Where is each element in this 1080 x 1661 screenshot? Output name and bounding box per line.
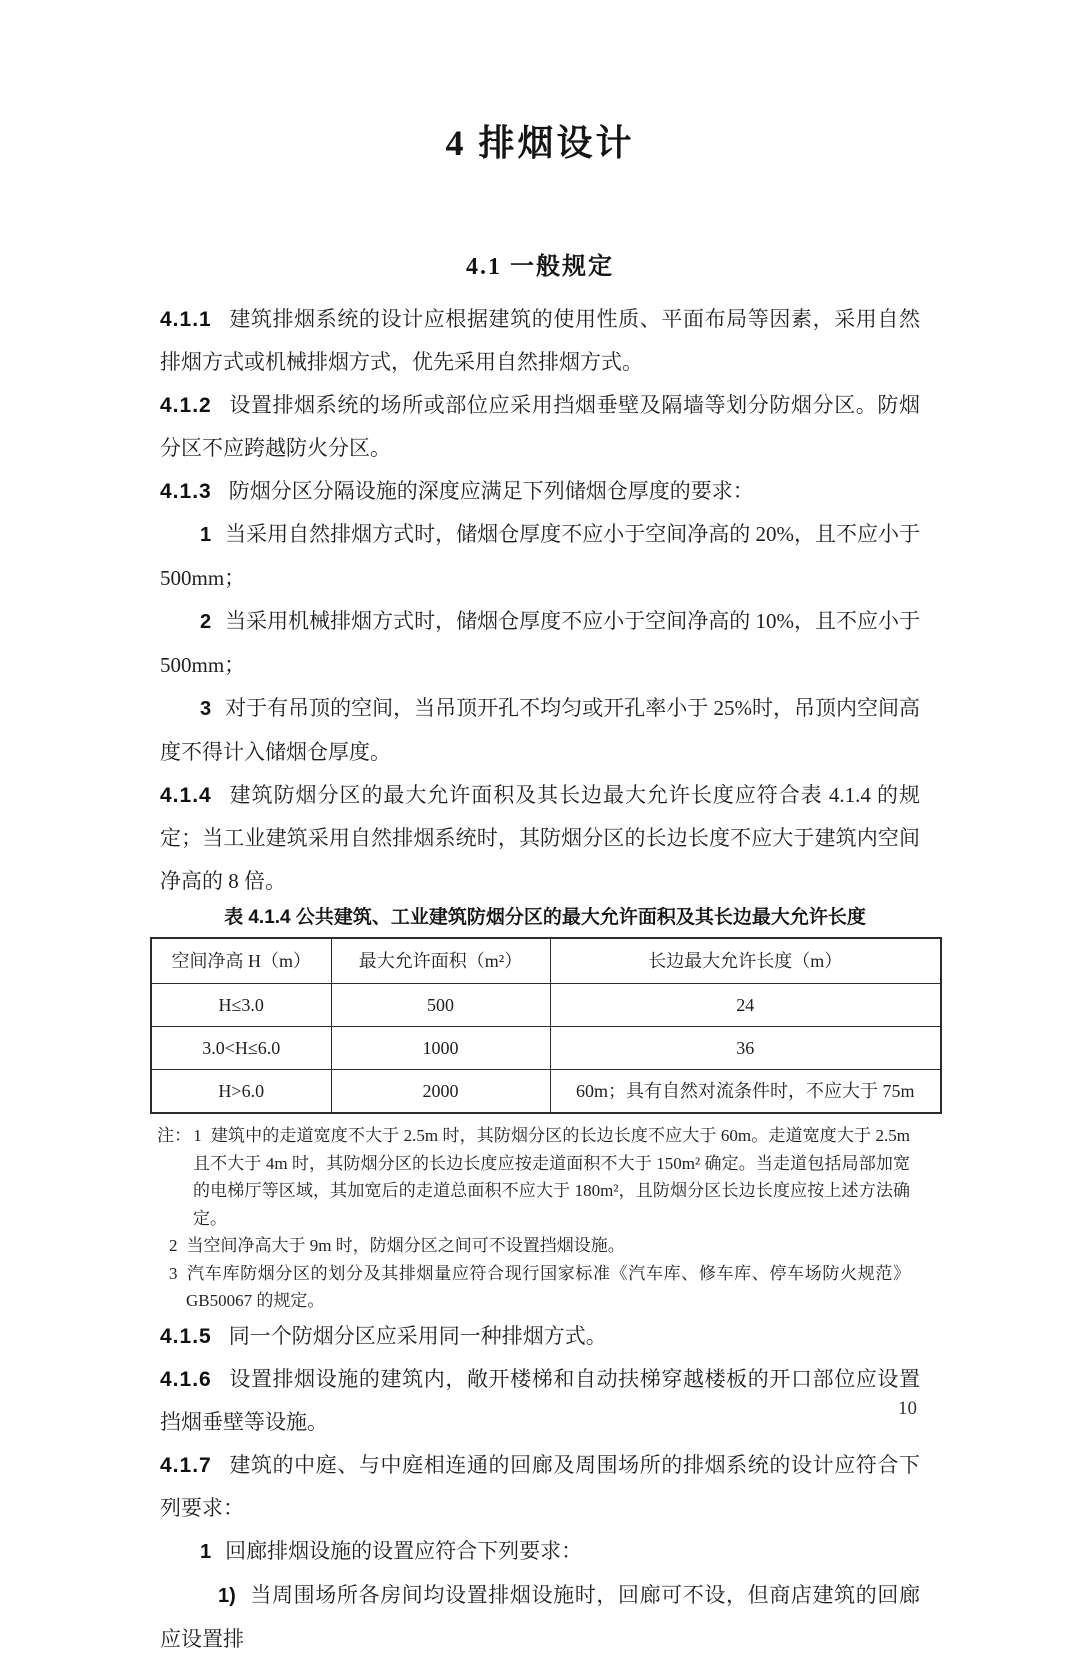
table-note-1: [157, 1122, 910, 1232]
item-text: 回廊排烟设施的设置应符合下列要求：: [225, 1538, 583, 1563]
table-cell: 2000: [331, 1070, 550, 1114]
table-cell: 24: [550, 984, 941, 1027]
clause-number: 4.1.1: [160, 308, 212, 331]
clause-4-1-3-item-2: [160, 600, 920, 687]
clause-4-1-5: [160, 1315, 920, 1358]
subitem-number: 1): [218, 1584, 236, 1607]
note-text: 当空间净高大于 9m 时，防烟分区之间可不设置挡烟设施。: [186, 1236, 625, 1255]
table-header-row: [151, 938, 941, 984]
clause-text: 同一个防烟分区应采用同一种排烟方式。: [228, 1323, 607, 1348]
table-row: [151, 984, 941, 1027]
item-text: 当采用机械排烟方式时，储烟仓厚度不应小于空间净高的 10%，且不应小于 500mm；: [160, 609, 920, 677]
clause-text: 建筑防烟分区的最大允许面积及其长边最大允许长度应符合表 4.1.4 的规定；当工业建筑采用自然排烟系统时，其防烟分区的长边长度不应大于建筑内空间净高的 8 倍。: [160, 783, 920, 893]
clause-text: 建筑排烟系统的设计应根据建筑的使用性质、平面布局等因素，采用自然排烟方式或机械排烟方式，优先采用自然排烟方式。: [160, 307, 920, 374]
item-number: 1: [200, 1540, 212, 1563]
table-row: [151, 1027, 941, 1070]
clause-text: 设置排烟系统的场所或部位应采用挡烟垂壁及隔墙等划分防烟分区。防烟分区不应跨越防火分区。: [160, 393, 920, 460]
table-header-max-length: 长边最大允许长度（m）: [550, 938, 941, 984]
clause-4-1-3-item-3: [160, 687, 920, 774]
item-text: 对于有吊顶的空间，当吊顶开孔不均匀或开孔率小于 25%时，吊顶内空间高度不得计入储烟仓厚度。: [160, 696, 920, 764]
table-header-max-area: 最大允许面积（m²）: [331, 938, 550, 984]
table-cell: 500: [331, 984, 550, 1027]
table-cell: 1000: [331, 1027, 550, 1070]
clause-4-1-3: [160, 470, 920, 513]
clause-4-1-4: [160, 774, 920, 903]
note-label: 注：: [157, 1126, 192, 1145]
table-4-1-4: [150, 937, 942, 1114]
subitem-text: 当周围场所各房间均设置排烟设施时，回廊可不设，但商店建筑的回廊应设置排: [160, 1582, 920, 1651]
clause-text: 建筑的中庭、与中庭相连通的回廊及周围场所的排烟系统的设计应符合下列要求：: [160, 1452, 920, 1520]
section-title: 4.1 一般规定: [466, 254, 614, 280]
clause-number: 4.1.4: [160, 784, 212, 807]
note-number: 2: [169, 1236, 178, 1255]
table-caption: 表 4.1.4 公共建筑、工业建筑防烟分区的最大允许面积及其长边最大允许长度: [224, 907, 866, 928]
note-number: 3: [169, 1263, 178, 1283]
table-cell: 60m；具有自然对流条件时，不应大于 75m: [550, 1070, 941, 1114]
table-cell: H≤3.0: [151, 984, 331, 1027]
clause-4-1-7-item-1: [160, 1530, 920, 1574]
clause-4-1-3-item-1: [160, 513, 920, 600]
table-header-clear-height: 空间净高 H（m）: [151, 938, 331, 984]
item-number: 1: [200, 524, 212, 546]
clause-text: 设置排烟设施的建筑内，敞开楼梯和自动扶梯穿越楼板的开口部位应设置挡烟垂壁等设施。: [160, 1366, 920, 1434]
chapter-title: 4 排烟设计: [445, 123, 635, 163]
item-number: 2: [200, 611, 212, 633]
clause-4-1-2: [160, 384, 920, 470]
table-row: [151, 1070, 941, 1114]
clause-4-1-7: [160, 1444, 920, 1530]
note-text: 建筑中的走道宽度不大于 2.5m 时，其防烟分区的长边长度不应大于 60m。走道宽度大于 2.5m 且不大于 4m 时，其防烟分区的长边长度应按走道面积不大于 150m² 确定。当走道包括局部加宽的电梯厅等区域，其加宽后的走道总面积不应大于 180m²，且防烟分区长边长度应按上述方法确定。: [193, 1126, 911, 1228]
clause-number: 4.1.2: [160, 394, 212, 417]
table-cell: 36: [550, 1027, 941, 1070]
table-note-2: [157, 1232, 910, 1260]
document-body: [157, 298, 920, 1661]
table-note-3: [157, 1260, 910, 1315]
clause-number: 4.1.6: [160, 1367, 212, 1391]
note-text: 汽车库防烟分区的划分及其排烟量应符合现行国家标准《汽车库、修车库、停车场防火规范》GB50067 的规定。: [186, 1263, 910, 1310]
note-number: 1: [193, 1126, 202, 1145]
clause-number: 4.1.5: [160, 1324, 212, 1348]
table-cell: H>6.0: [151, 1070, 331, 1114]
clause-4-1-1: [160, 298, 920, 384]
clause-number: 4.1.7: [160, 1453, 212, 1477]
clause-4-1-6: [160, 1358, 920, 1444]
table-cell: 3.0<H≤6.0: [151, 1027, 331, 1070]
clause-text: 防烟分区分隔设施的深度应满足下列储烟仓厚度的要求：: [228, 479, 754, 503]
clause-4-1-7-subitem-1: [160, 1574, 920, 1661]
page-number: 10: [898, 1398, 917, 1419]
clause-number: 4.1.3: [160, 480, 212, 503]
item-number: 3: [200, 698, 212, 720]
item-text: 当采用自然排烟方式时，储烟仓厚度不应小于空间净高的 20%，且不应小于 500mm；: [160, 522, 920, 590]
table-notes: [157, 1122, 910, 1315]
